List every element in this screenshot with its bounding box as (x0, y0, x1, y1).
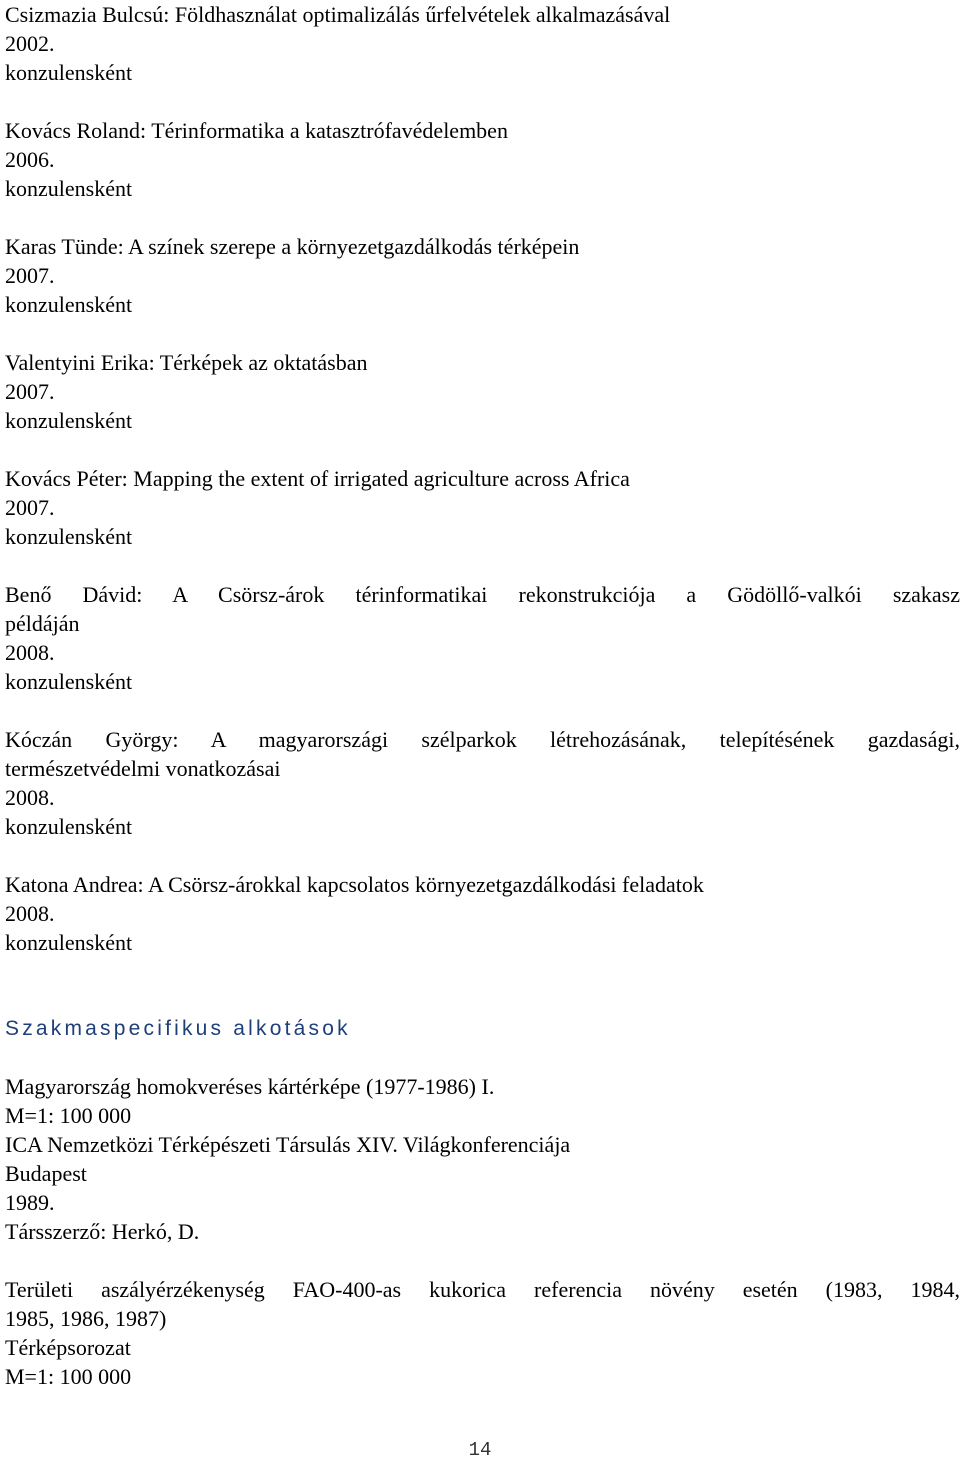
work-scale: M=1: 100 000 (5, 1364, 132, 1389)
thesis-entry (5, 0, 960, 87)
work-type: Térképsorozat (5, 1335, 131, 1360)
work-entry (5, 1072, 960, 1246)
thesis-year: 2002. (5, 31, 55, 56)
thesis-entry (5, 725, 960, 841)
thesis-title: Valentyini Erika: Térképek az oktatásban (5, 350, 368, 375)
section-heading: Szakmaspecifikus alkotások (5, 1017, 351, 1040)
thesis-role: konzulensként (5, 176, 133, 201)
thesis-title: Kovács Péter: Mapping the extent of irrigated agriculture across Africa (5, 466, 630, 491)
thesis-role: konzulensként (5, 814, 133, 839)
thesis-entry (5, 464, 960, 551)
thesis-entry (5, 116, 960, 203)
thesis-role: konzulensként (5, 669, 133, 694)
work-scale: M=1: 100 000 (5, 1103, 132, 1128)
thesis-title-line-1: Kóczán György: A magyarországi szélparkok létrehozásának, telepítésének gazdasági, (5, 727, 960, 752)
document-page (5, 0, 960, 1420)
work-event: ICA Nemzetközi Térképészeti Társulás XIV. Világkonferenciája (5, 1132, 571, 1157)
thesis-year: 2007. (5, 495, 55, 520)
work-title-line-2: 1985, 1986, 1987) (5, 1306, 167, 1331)
thesis-year: 2008. (5, 785, 55, 810)
thesis-title: Katona Andrea: A Csörsz-árokkal kapcsolatos környezetgazdálkodási feladatok (5, 872, 704, 897)
thesis-title: Csizmazia Bulcsú: Földhasználat optimalizálás űrfelvételek alkalmazásával (5, 2, 671, 27)
thesis-entry (5, 232, 960, 319)
thesis-year: 2007. (5, 263, 55, 288)
work-place: Budapest (5, 1161, 87, 1186)
work-coauthor: Társszerző: Herkó, D. (5, 1219, 200, 1244)
thesis-title: Kovács Roland: Térinformatika a katasztrófavédelemben (5, 118, 508, 143)
thesis-title-line-2: példáján (5, 611, 80, 636)
thesis-year: 2008. (5, 901, 55, 926)
thesis-role: konzulensként (5, 930, 133, 955)
work-title: Magyarország homokveréses kártérképe (1977-1986) I. (5, 1074, 495, 1099)
page-number: 14 (468, 1439, 492, 1461)
thesis-role: konzulensként (5, 292, 133, 317)
thesis-title: Karas Tünde: A színek szerepe a környezetgazdálkodás térképein (5, 234, 580, 259)
thesis-year: 2007. (5, 379, 55, 404)
work-year: 1989. (5, 1190, 55, 1215)
thesis-title-line-2: természetvédelmi vonatkozásai (5, 756, 281, 781)
thesis-role: konzulensként (5, 524, 133, 549)
thesis-year: 2008. (5, 640, 55, 665)
thesis-role: konzulensként (5, 60, 133, 85)
thesis-entry (5, 580, 960, 696)
thesis-entry (5, 870, 960, 957)
thesis-entry (5, 348, 960, 435)
thesis-role: konzulensként (5, 408, 133, 433)
thesis-title-line-1: Benő Dávid: A Csörsz-árok térinformatikai rekonstrukciója a Gödöllő-valkói szakasz (5, 582, 960, 607)
work-entry (5, 1275, 960, 1391)
work-title-line-1: Területi aszályérzékenység FAO-400-as kukorica referencia növény esetén (1983, 1984, (5, 1277, 960, 1302)
thesis-year: 2006. (5, 147, 55, 172)
